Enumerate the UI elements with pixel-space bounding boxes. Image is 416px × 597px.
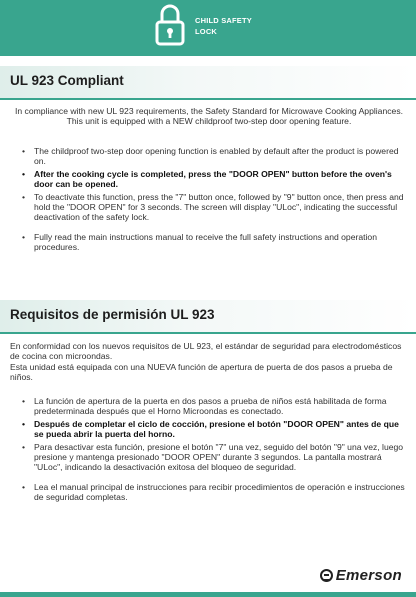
section-heading-english [0,66,416,100]
section-heading-text: UL 923 Compliant [10,73,124,88]
instructions-list-english [22,146,406,255]
brand-logo [320,567,402,583]
list-item: • La función de apertura de la puerta en dos pasos a prueba de niños está habilitada de forma predeterminada después que el Horno Microondas es conectado. [22,396,406,417]
list-item: • Después de completar el ciclo de cocción, presione el botón "DOOR OPEN" antes de que se pueda abrir la puerta del horno. [22,419,406,440]
list-item: • The childproof two-step door opening function is enabled by default after the product is powered on. [22,146,406,167]
list-item: • To deactivate this function, press the "7" button once, followed by "9" button once, then press and hold the "DOOR OPEN" for 3 seconds. The screen will display "ULoc", indicating the successful deactivation of the safety lock. [22,192,406,223]
banner-title [195,15,252,37]
list-item: • Fully read the main instructions manual to receive the full safety instructions and operation procedures. [22,232,406,253]
title-banner [0,0,416,56]
banner-title-line2: LOCK [195,27,218,36]
list-item: • Para desactivar esta función, presione el botón "7" una vez, seguido del botón "9" una vez, luego presione y mantenga presionado "DOOR OPEN" durante 3 segundos. La pantalla mostrará "ULoc", indicando la desactivación exitosa del bloqueo de seguridad. [22,442,406,473]
banner-title-line1: CHILD SAFETY [195,16,252,25]
section-heading-text: Requisitos de permisión UL 923 [10,307,215,322]
intro-line: In compliance with new UL 923 requirements, the Safety Standard for Microwave Cooking Appliances. [14,106,404,116]
bottom-accent-bar [0,592,416,597]
brand-name: Emerson [335,566,402,584]
intro-line: En conformidad con los nuevos requisitos de UL 923, el estándar de seguridad para electrodomésticos de cocina con microondas. [10,341,402,362]
list-item: • Lea el manual principal de instrucciones para recibir procedimientos de operación e instrucciones de seguridad completas. [22,482,406,503]
instructions-list-spanish [22,396,406,505]
intro-spanish [10,341,406,383]
padlock-icon [151,1,189,49]
emerson-logo-icon [320,569,333,582]
intro-line: Esta unidad está equipada con una NUEVA función de apertura de puerta de dos pasos a prueba de niños. [10,361,393,383]
intro-line: This unit is equipped with a NEW childproof two-step door opening feature. [66,116,352,127]
intro-english [12,106,406,127]
list-item: • After the cooking cycle is completed, press the "DOOR OPEN" button before the oven's door can be opened. [22,169,406,190]
section-heading-spanish [0,300,416,334]
